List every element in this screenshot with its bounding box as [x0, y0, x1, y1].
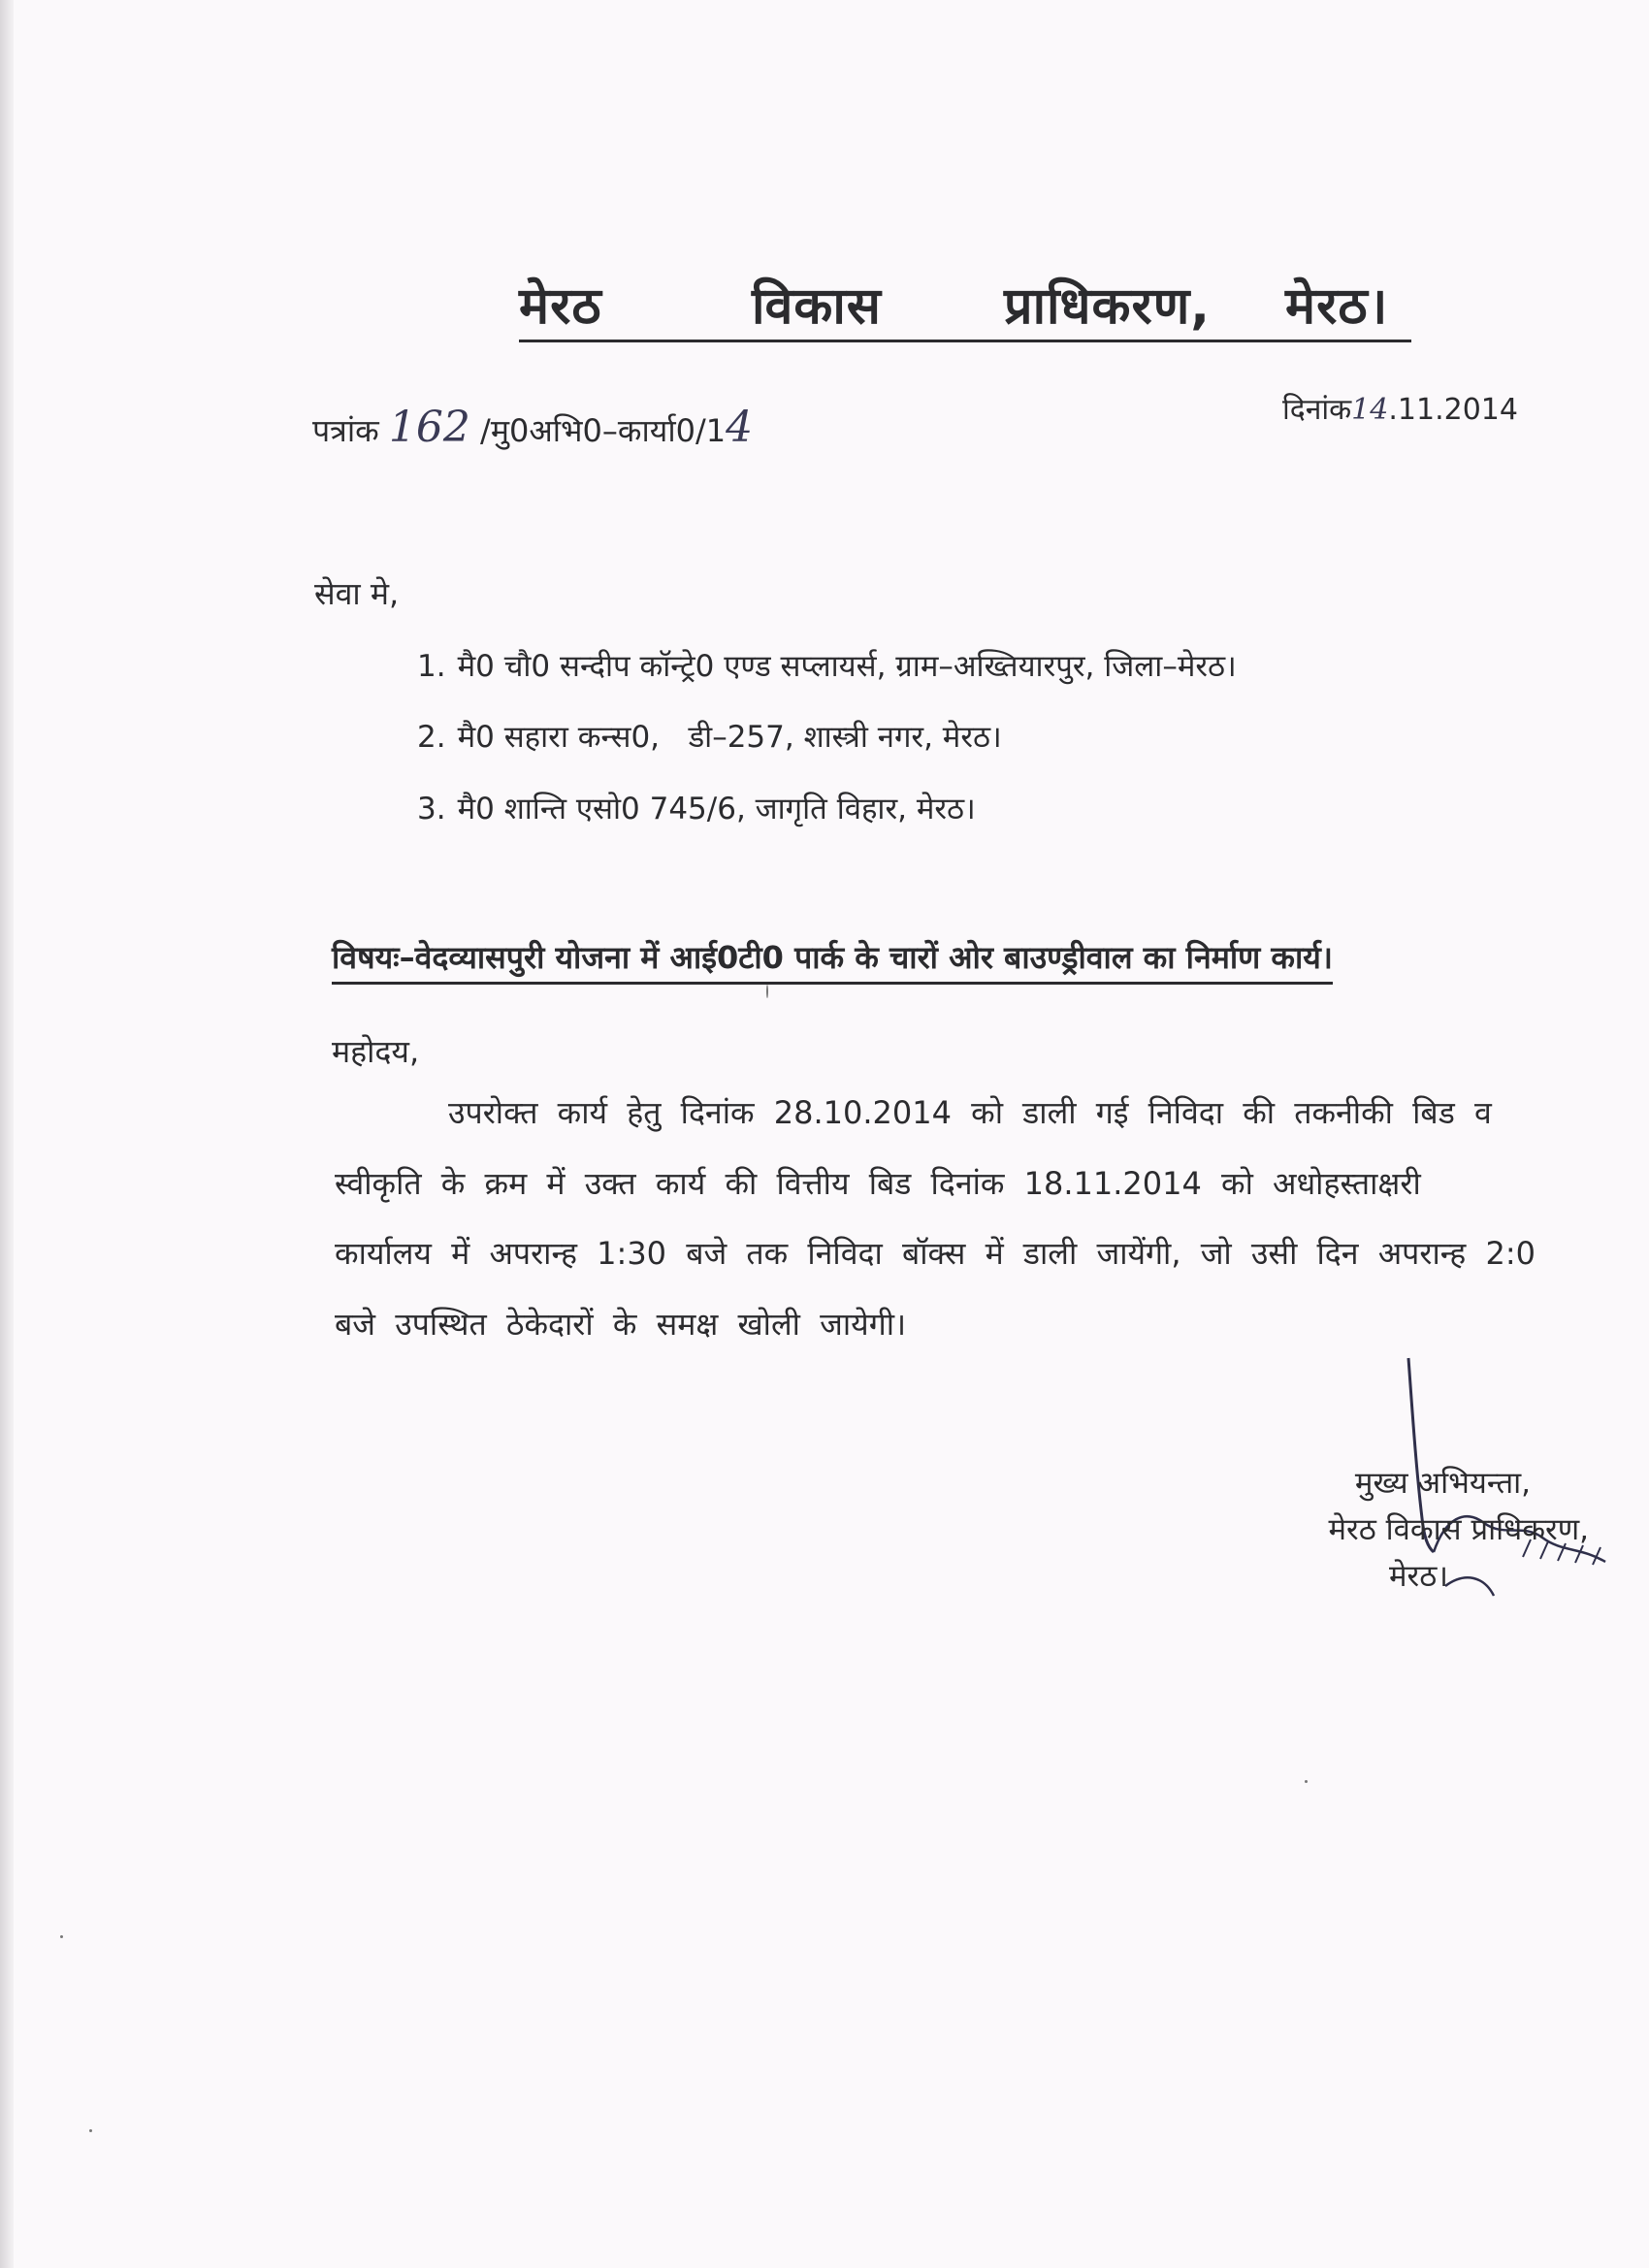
recipient-number: 1.	[417, 649, 446, 684]
scan-mark	[766, 985, 768, 998]
recipient-text: मै0 चौ0 सन्दीप कॉन्ट्रे0 एण्ड सप्लायर्स, ग्राम–अख्तियारपुर, जिला–मेरठ।	[457, 649, 1237, 684]
recipient-item	[417, 788, 976, 828]
letter-date	[1282, 388, 1518, 428]
greeting: महोदय,	[332, 1033, 420, 1070]
recipient-number: 3.	[417, 792, 446, 826]
recipient-number: 2.	[417, 720, 446, 755]
date-rest: .11.2014	[1388, 393, 1518, 427]
title-word-4: मेरठ।	[1285, 277, 1389, 336]
body-line: कार्यालय में अपरान्ह 1:30 बजे तक निविदा बॉक्स में डाली जायेंगी, जो उसी दिन अपरान्ह 2:0	[335, 1235, 1536, 1272]
reference-number	[312, 403, 753, 452]
scan-speck	[89, 2129, 92, 2132]
recipient-item	[417, 645, 1237, 686]
recipient-text: मै0 शान्ति एसो0 745/6, जागृति विहार, मेरठ।	[457, 792, 976, 826]
body-line: उपरोक्त कार्य हेतु दिनांक 28.10.2014 को डाली गई निविदा की तकनीकी बिड व	[448, 1094, 1492, 1131]
title-word-1: मेरठ	[519, 277, 602, 336]
signatory-office: मेरठ विकास प्राधिकरण,	[1328, 1512, 1589, 1547]
subject-line: विषयः–वेदव्यासपुरी योजना में आई0टी0 पार्क के चारों ओर बाउण्ड्रीवाल का निर्माण कार्य।	[332, 936, 1333, 985]
scan-speck	[60, 1935, 63, 1938]
reference-mid: /मु0अभि0–कार्या0/1	[480, 412, 727, 449]
reference-handwritten-year: 4	[726, 403, 754, 452]
signatory-city: मेरठ।	[1389, 1559, 1448, 1594]
reference-handwritten-number: 162	[388, 403, 470, 452]
title-word-3: प्राधिकरण,	[1004, 277, 1212, 336]
title-word-2: विकास	[752, 277, 882, 336]
scan-left-edge	[0, 0, 14, 2268]
scan-speck	[1305, 1780, 1308, 1783]
recipient-item	[417, 716, 1002, 757]
signature-block	[1278, 1460, 1589, 1600]
body-line: स्वीकृति के क्रम में उक्त कार्य की वित्तीय बिड दिनांक 18.11.2014 को अधोहस्ताक्षरी	[335, 1165, 1421, 1202]
recipient-text: मै0 सहारा कन्स0, डी–257, शास्त्री नगर, मेरठ।	[457, 720, 1002, 755]
date-handwritten-day: 14	[1351, 393, 1389, 427]
date-label: दिनांक	[1282, 393, 1352, 427]
salutation-to: सेवा मे,	[314, 575, 400, 612]
document-title	[519, 262, 1411, 342]
signatory-designation: मुख्य अभियन्ता,	[1354, 1466, 1531, 1501]
reference-label: पत्रांक	[312, 412, 379, 449]
body-line: बजे उपस्थित ठेकेदारों के समक्ष खोली जायेगी।	[335, 1306, 907, 1343]
